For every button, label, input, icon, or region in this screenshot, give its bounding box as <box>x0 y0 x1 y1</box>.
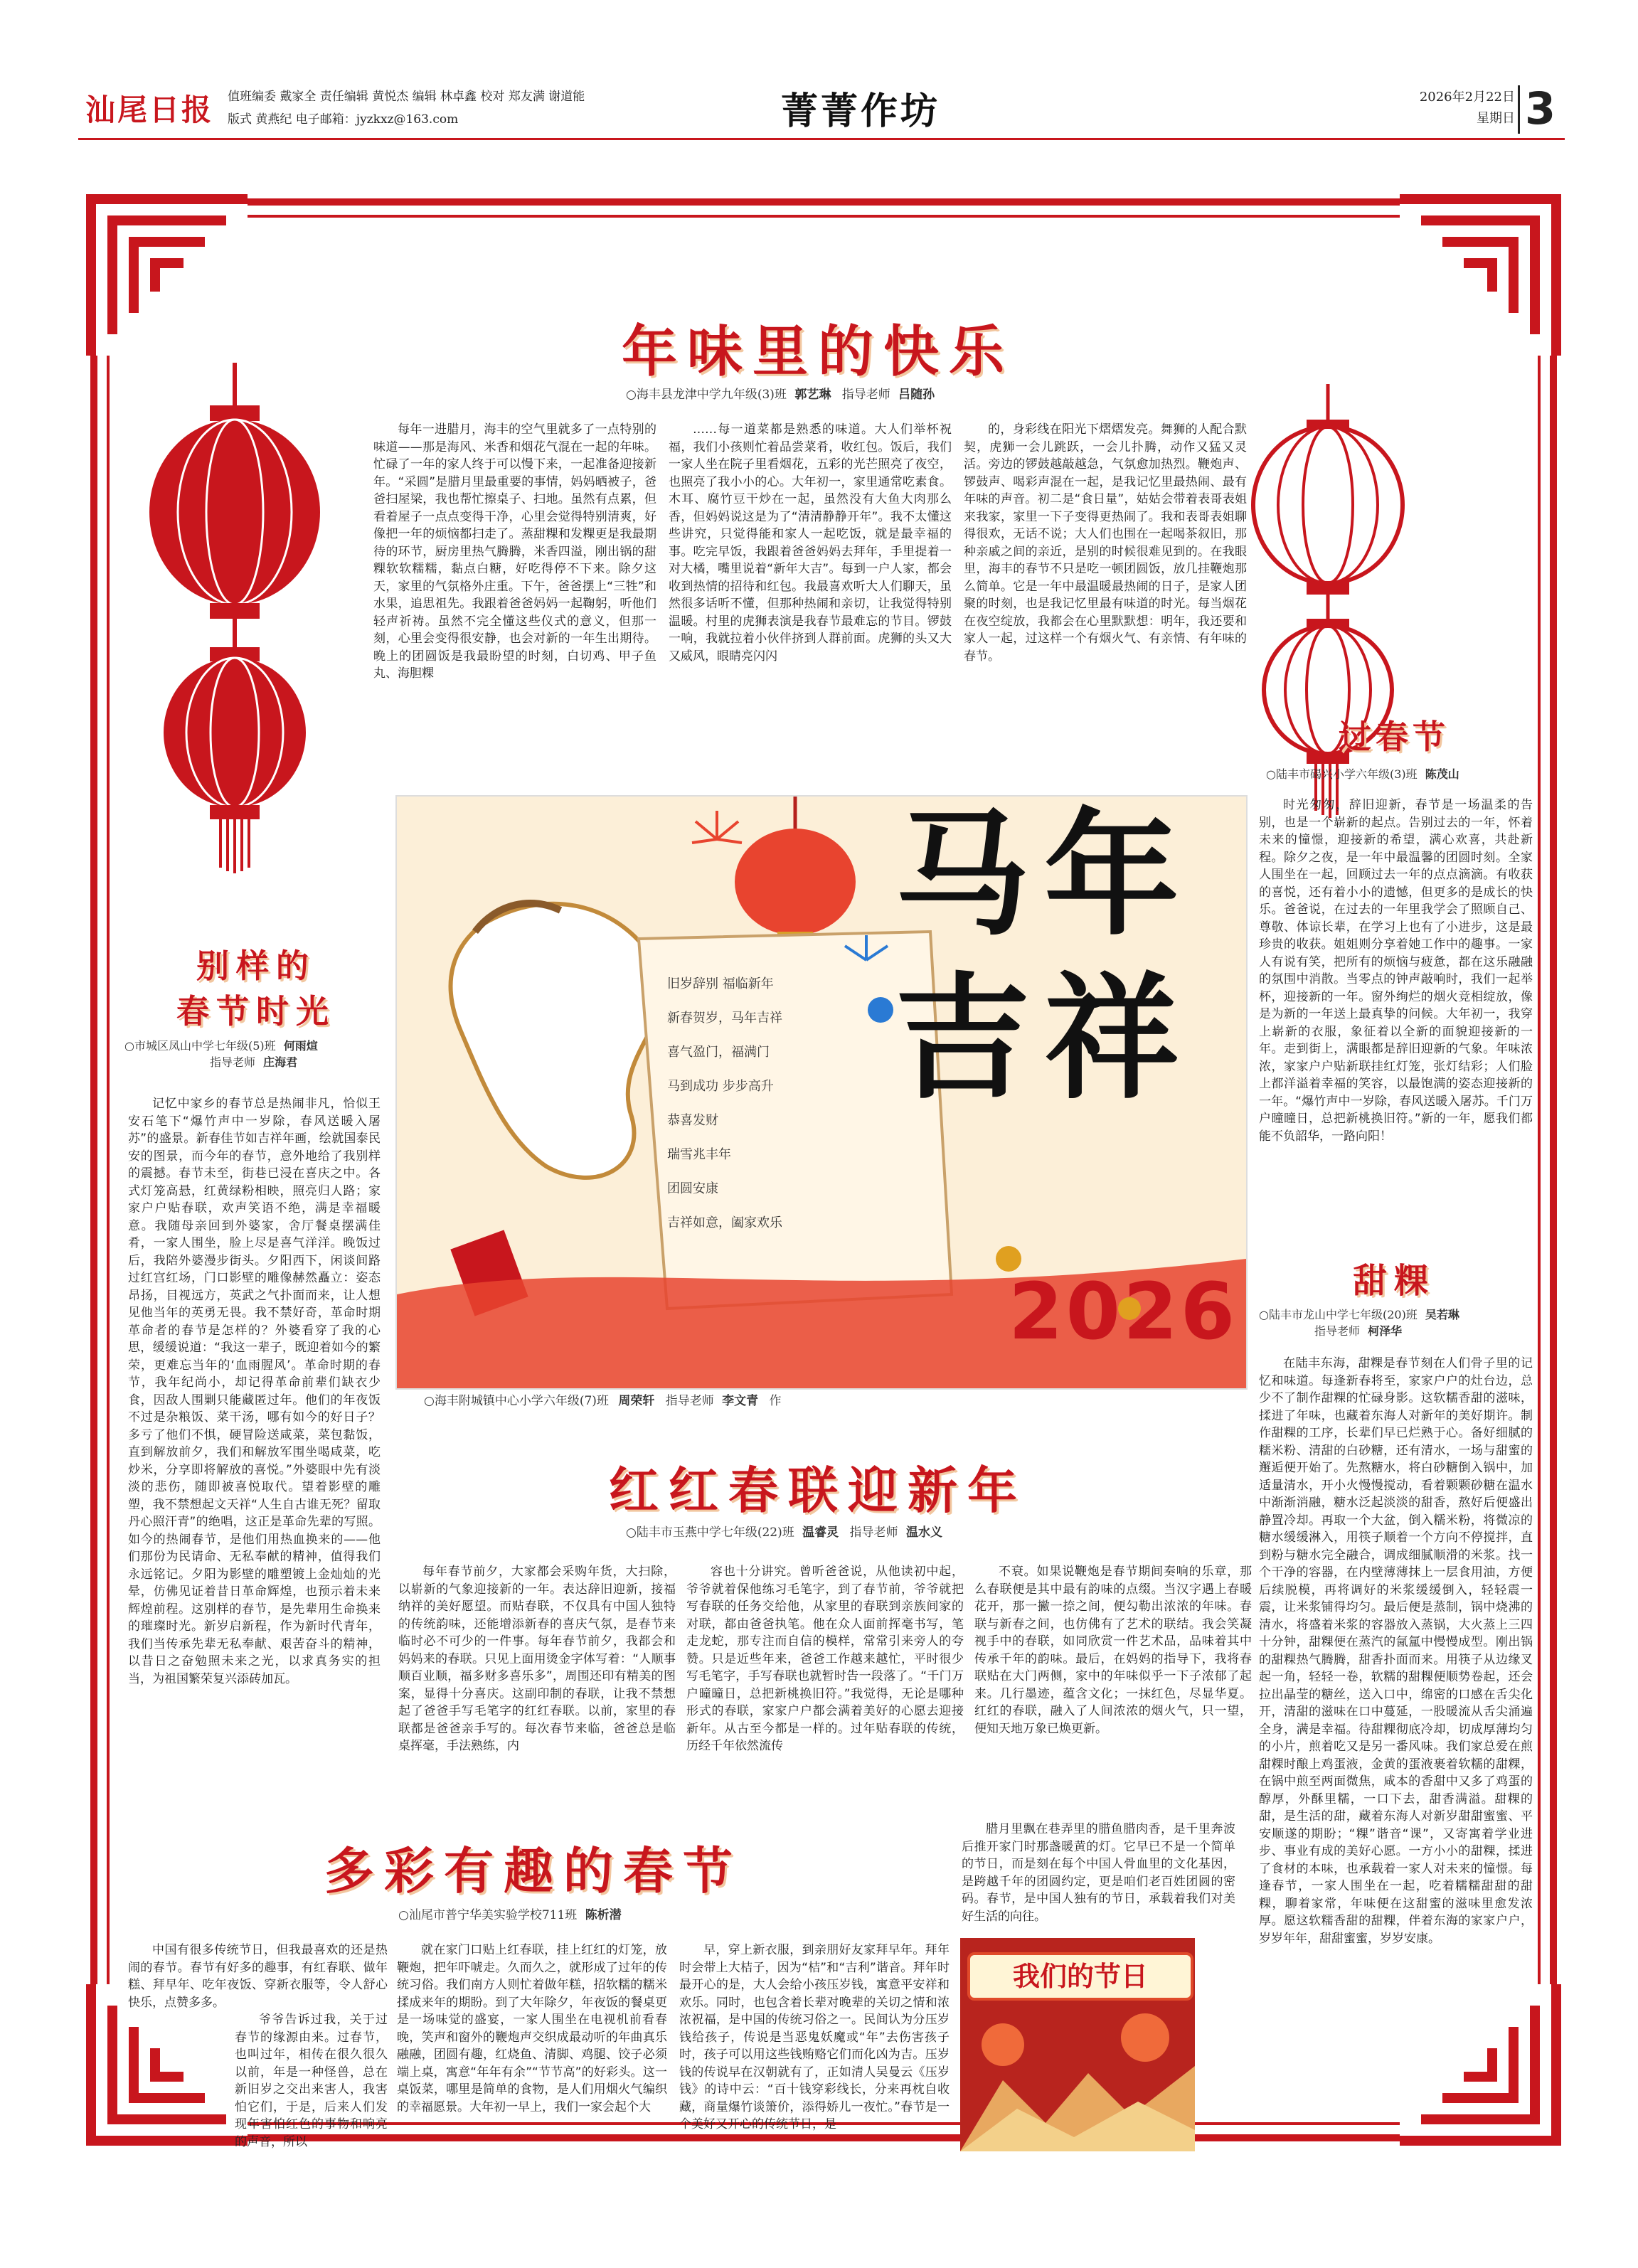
title-biyang-line2: 春节时光 <box>176 992 336 1031</box>
artwork-scroll-lines <box>667 967 923 1240</box>
byline-tiangao-author: 吴若琳 <box>1425 1308 1459 1321</box>
biyang-body <box>128 1095 381 1778</box>
page-number: 3 <box>1525 82 1556 134</box>
artwork-our-festival <box>960 1938 1195 2151</box>
date-text: 2026年2月22日 <box>1419 90 1515 105</box>
byline-biyang-author: 何雨煊 <box>283 1039 318 1053</box>
title-tiangao: 甜粿 <box>1352 1261 1435 1301</box>
scroll-line: 团圆安康 <box>667 1181 718 1196</box>
duocai-col4-text: 腊月里飘在巷弄里的腊鱼腊肉香，是千里奔波后推开家门时那盏暖黄的灯。它早已不是一个简单的节日，而是刻在每个中国人骨血里的文化基因，是跨越千年的团圆约定，更是咱们老百姓团圆的密码。春节，是中国人独有的节日，承载着我们对美好生活的向往。 <box>962 1822 1235 1924</box>
section-title: 菁菁作坊 <box>780 90 940 133</box>
byline-nianwei-school: ○海丰县龙津中学九年级(3)班 <box>626 388 787 402</box>
caption-suffix: 作 <box>769 1394 782 1408</box>
duocai-col3-text: 早，穿上新衣服，到亲朋好友家拜早年。拜年时会带上大桔子，因为“桔”和“吉利”谐音。拜年时最开心的是，大人会给小孩压岁钱，寓意平安祥和欢乐。同时，也包含着长辈对晚辈的关切之情和浓浓祝福，是中国的传统习俗之一。民间认为分压岁钱给孩子，传说是当恶鬼妖魔或“年”去伤害孩子时，孩子可以用这些钱贿赂它们而化凶为吉。压岁钱的传说早在汉朝就有了，正如清人吴曼云《压岁钱》的诗中云：“百十钱穿彩线长，分来再枕自收藏，商量爆竹谈箫价，添得娇儿一夜忙。”春节是一个美好又开心的传统节日，是 <box>679 1943 950 2131</box>
duocai-col1 <box>128 1942 388 2149</box>
tiangao-body-text: 在陆丰东海，甜粿是春节刻在人们骨子里的记忆和味道。每逢新春将至，家家户户的灶台边，总少不了制作甜粿的忙碌身影。这软糯香甜的滋味，揉进了年味，也藏着东海人对新年的美好期许。制作甜粿的工序，长辈们早已烂熟于心。备好细腻的糯米粉、清甜的白砂糖，还有清水，一场与甜蜜的邂逅便开始了。先熬糖水，将白砂糖倒入锅中，加适量清水，开小火慢慢搅动，看着颗颗砂糖在温水中渐渐消融，糖水泛起淡淡的甜香，熬好后便盛出静置冷却。再取一个大盆，倒入糯米粉，将微凉的糖水缓缓淋入，用筷子顺着一个方向不停搅拌，直到粉与糖水完全融合，调成细腻顺滑的米浆。找一个干净的容器，在内壁薄薄抹上一层食用油，方便后续脱模，再将调好的米浆缓缓倒入，轻轻震一震，让米浆铺得均匀。最后便是蒸制，锅中烧沸的清水，将盛着米浆的容器放入蒸锅，大火蒸上三四十分钟，甜粿便在蒸汽的氤氲中慢慢成型。刚出锅的甜粿热气腾腾，甜香扑面而来。用筷子从边缘叉起一角，轻轻一卷，软糯的甜粿便顺势卷起，还会拉出晶莹的糖丝，送入口中，绵密的口感在舌尖化开，清甜的滋味在口中蔓延，一股暖流从舌尖涌遍全身，满是幸福。待甜粿彻底冷却，切成厚薄均匀的小片，煎着吃又是另一番风味。我们家总爱在煎甜粿时酿上鸡蛋液，金黄的蛋液裹着软糯的甜粿，在锅中煎至两面微焦，咸本的香甜中又多了鸡蛋的醇厚，外酥里糯，一口下去，甜香满溢。甜粿的甜，是生活的甜，藏着东海人对新岁甜甜蜜蜜、平安顺遂的期盼；“粿”谐音“课”，又寄寓着学业进步、事业有成的美好心愿。一方小小的甜粿，揉进了食材的本味，也承载着一家人对未来的憧憬。每逢春节，一家人围坐在一起，吃着糯糯甜甜的甜粿，聊着家常，年味便在这甜蜜的滋味里愈发浓厚。愿这软糯香甜的甜粿，伴着东海的家家户户，岁岁年年，甜甜蜜蜜，岁岁安康。 <box>1259 1356 1533 1946</box>
byline-guochunjie-school: ○陆丰市碣兴小学六年级(3)班 <box>1266 767 1418 781</box>
title-chunlian: 红红春联迎新年 <box>609 1461 1027 1520</box>
nianwei-col3 <box>964 421 1247 777</box>
masthead <box>78 80 1565 137</box>
byline-chunlian-author: 温睿灵 <box>802 1526 839 1540</box>
nianwei-col2 <box>669 421 952 777</box>
chunlian-col1 <box>398 1563 676 1848</box>
chunlian-col1-text: 每年春节前夕，大家都会采购年货，大扫除，以崭新的气象迎接新的一年。表达辞旧迎新，接福纳祥的美好愿望。而贴春联，不仅具有中国人独特的传统韵味，还能增添新春的喜庆气氛，是春节来临时必不可少的一件事。每年春节前夕，我都会和妈妈来的春联。只见上面用烫金字体写着：“人顺事顺百业顺，福多财多喜乐多”，周围还印有精美的图案，显得十分喜庆。这副印制的春联，让我不禁想起了爸爸手写毛笔字的红红春联。以前，家里的春联都是爸爸亲手写的。每次春节来临，爸爸总是临桌挥毫，手法熟练，内 <box>398 1565 676 1753</box>
byline-chunlian-advisor: 温水义 <box>905 1526 942 1540</box>
byline-duocai-author: 陈析潜 <box>585 1908 622 1922</box>
byline-chunlian-school: ○陆丰市玉燕中学七年级(22)班 <box>626 1526 794 1540</box>
tiangao-body <box>1259 1355 1533 2123</box>
chunlian-col3 <box>974 1563 1252 1848</box>
caption-school: ○海丰附城镇中心小学六年级(7)班 <box>424 1394 609 1408</box>
chunlian-col2 <box>686 1563 964 1848</box>
scroll-line: 瑞雪兆丰年 <box>667 1147 731 1162</box>
byline-guochunjie <box>1266 765 1536 782</box>
guochunjie-body <box>1259 797 1533 1259</box>
credits-line1: 值班编委 戴家全 责任编辑 黄悦杰 编辑 林卓鑫 校对 郑友满 谢道能 <box>228 90 585 104</box>
scroll-line: 旧岁辞别 福临新年 <box>667 976 774 991</box>
scroll-line: 吉祥如意，阖家欢乐 <box>667 1215 782 1230</box>
title-biyang-line1: 别样的 <box>196 947 316 985</box>
byline-duocai <box>398 1905 825 1922</box>
biyang-body-text: 记忆中家乡的春节总是热闹非凡，恰似王安石笔下“爆竹声中一岁除，春风送暖入屠苏”的盛景。新春佳节如吉祥年画，绘就国泰民安的图景，而今年的春节，意外地给了我别样的震撼。春节未至，街巷已浸在喜庆之中。各式灯笼高悬，红黄绿粉相映，照亮归人路；家家户户贴春联，欢声笑语不绝，满是幸福暖意。我随母亲回到外婆家，舍厅餐桌摆满佳肴，一家人围坐，脸上尽是喜气洋洋。晚饭过后，我陪外婆漫步街头。夕阳西下，闲谈间路过红宫红场，门口影壁的雕像赫然矗立：姿态昂扬，目视远方，英武之气扑面而来，让人想见他当年的英勇无畏。我不禁好奇，革命时期革命者的春节是怎样的？外婆看穿了我的心思，缓缓说道：“我这一辈子，既迎着如今的繁荣，更难忘当年的‘血雨腥风’。革命时期的春节，我年纪尚小，却记得革命前辈们缺衣少食，因敌人围剿只能藏匿过年。他们的年夜饭不过是杂粮饭、菜干汤，哪有如今的好日子？多亏了他们不惧，硬冒险送咸菜，菜包黏饭，直到解放前夕，我们和解放军围坐喝咸菜，吃炒米，分享即将解放的喜悦。”外婆眼中先有淡淡的悲伤，随即被喜悦取代。望着影壁的雕塑，我不禁想起文天祥“人生自古谁无死？留取丹心照汗青”的绝唱，这正是革命先辈的写照。如今的热闹春节，是他们用热血换来的——他们那份为民请命、无私奉献的精神，值得我们永远铭记。夕阳为影壁的雕塑镀上金灿灿的光晕，仿佛见证着昔日革命辉煌，也预示着未来辉煌前程。这别样的春节，是先辈用生命换来的璀璨时光。新岁启新程，作为新时代青年，我们当传承先辈无私奉献、艰苦奋斗的精神，以昔日之奋勉照未来之光，以求真务实的担当，为祖国繁荣复兴添砖加瓦。 <box>128 1097 381 1686</box>
byline-biyang-advisor: 庄海君 <box>263 1055 298 1069</box>
byline-nianwei-author: 郭艺琳 <box>794 388 831 402</box>
nianwei-col1 <box>373 421 656 777</box>
byline-duocai-school: ○汕尾市普宁华美实验学校711班 <box>398 1908 578 1922</box>
byline-nianwei <box>626 384 1081 402</box>
duocai-col1a-text: 中国有很多传统节日，但我最喜欢的还是热闹的春节。春节有好多的趣事，有红春联、做年糕、拜早年、吃年夜饭、穿新衣服等，令人舒心快乐，点赞多多。 <box>128 1943 388 2010</box>
scroll-line: 恭喜发财 <box>667 1113 718 1128</box>
duocai-col3 <box>679 1942 950 2141</box>
title-guochunjie: 过春节 <box>1339 718 1450 756</box>
byline-biyang-school: ○市城区凤山中学七年级(5)班 <box>124 1039 276 1053</box>
artwork-caption <box>424 1390 1206 1408</box>
caption-author: 周荣轩 <box>618 1394 655 1408</box>
scroll-line: 马到成功 步步高升 <box>667 1079 774 1094</box>
scroll-line: 喜气盈门，福满门 <box>667 1045 770 1060</box>
artwork-headline-2: 吉祥 <box>895 959 1194 1117</box>
title-duocai: 多彩有趣的春节 <box>324 1841 743 1900</box>
nianwei-col3-text: 的，身彩线在阳光下熠熠发亮。舞狮的人配合默契，虎狮一会儿跳跃，一会儿扑腾，动作又猛又灵活。旁边的锣鼓越敲越急，气氛愈加热烈。鞭炮声、锣鼓声、喝彩声混在一起，是我记忆里最热闹、最有年味的声音。初二是“食日量”，姑姑会带着表哥表姐来我家，家里一下子变得更热闹了。我和表哥表姐聊得很欢，无话不说；大人们也围在一起喝茶叙旧，那种亲戚之间的亲近，是别的时候很难见到的。在我眼里，海丰的春节不只是吃一顿团圆饭，放几挂鞭炮那么简单。它是一年中最温暖最热闹的日子，是家人团聚的时刻，也是我记忆里最有味道的时光。每当烟花在夜空绽放，我都会在心里默默想：明年，我还要和家人一起，过这样一个有烟火气、有亲情、有年味的春节。 <box>964 422 1247 664</box>
masthead-rule <box>78 138 1565 140</box>
caption-advisor-label: 指导老师 <box>665 1394 714 1408</box>
credits <box>228 85 654 131</box>
caption-advisor: 李文青 <box>722 1394 759 1408</box>
nianwei-col2-text: ……每一道菜都是熟悉的味道。大人们举杯祝福，我们小孩则忙着品尝菜肴，收红包。饭后，我们一家人坐在院子里看烟花，五彩的光芒照亮了夜空，也照亮了我小小的心。大年初一，家里通常吃素食。木耳、腐竹豆干炒在一起，虽然没有大鱼大肉那么香，但妈妈说这是为了“清清静静开年”。我不太懂这些讲究，只觉得能和家人一起吃饭，就是最幸福的事。吃完早饭，我跟着爸爸妈妈去拜年，手里提着一对大橘，嘴里说着“新年大吉”。每到一户人家，都会收到热情的招待和红包。我最喜欢听大人们聊天，虽然很多话听不懂，但那种热闹和亲切，让我觉得特别温暖。村里的虎狮表演是我春节最难忘的节目。锣鼓一响，我就拉着小伙伴挤到人群前面。虎狮的头又大又威风，眼睛亮闪闪 <box>669 422 952 664</box>
duocai-col2-text: 就在家门口贴上红春联，挂上红红的灯笼，放鞭炮，把年吓唬走。久而久之，就形成了过年的传统习俗。我们南方人则忙着做年糕，招软糯的糯米揉成来年的期盼。到了大年除夕，年夜饭的餐桌更是一场味觉的盛宴，一家人围坐在电视机前看春晚，笑声和窗外的鞭炮声交织成最动听的年曲真乐融融，团圆有趣，红烧鱼、清脚、鸡腿、饺子必须端上桌，寓意“年年有余”“节节高”的好彩头。这一桌饭菜，哪里是简单的食物，是人们用烟火气编织的幸福愿景。大年初一早上，我们一家会起个大 <box>397 1943 667 2114</box>
byline-tiangao <box>1259 1306 1543 1338</box>
issue-date <box>1415 87 1515 129</box>
guochunjie-body-text: 时光匆匆，辞旧迎新，春节是一场温柔的告别，也是一个崭新的起点。告别过去的一年，怀着未来的憧憬，迎接新的希望，满心欢喜，共赴新程。除夕之夜，是一年中最温馨的团圆时刻。全家人围坐在一起，回顾过去一年的点点滴滴。有收获的喜悦，还有着小小的遗憾，但更多的是成长的快乐。爸爸说，在过去的一年里我学会了照顾自己、尊敬、体谅长辈，在学习上也有了小进步，这是最珍贵的收获。姐姐则分享着她工作中的趣事。一家人有说有笑，把所有的烦恼与疲惫，都在这乐融融的氛围中消散。当零点的钟声敲响时，我们一起举杯，迎接新的一年。窗外绚烂的烟火竞相绽放，像是为新的一年送上最真挚的问候。大年初一，我穿上崭新的衣服，象征着以全新的面貌迎接新的一年。走到街上，满眼都是辞旧迎新的气象。年味浓浓，家家户户贴新联挂红灯笼，张灯结彩；人们脸上都洋溢着幸福的笑容，以最饱满的姿态迎接新的一年。“爆竹声中一岁除，春风送暖入屠苏。千门万户曈曈日，总把新桃换旧符。”新的一年，愿我们都能不负韶华，一路向阳！ <box>1259 798 1533 1144</box>
page-number-divider <box>1518 85 1520 134</box>
nianwei-col1-text: 每年一进腊月，海丰的空气里就多了一点特别的味道——那是海风、米香和烟花气混在一起的年味。忙碌了一年的家人终于可以慢下来，一起准备迎接新年。“采圆”是腊月里最重要的事情，妈妈晒被子，爸爸扫屋梁，我也帮忙擦桌子、扫地。虽然有点累，但看着屋子一点点变得干净，心里会觉得特别清爽，好像把一年的烦恼都扫走了。蒸甜粿和发粿更是我最期待的环节，厨房里热气腾腾，米香四溢，刚出锅的甜粿软软糯糯，黏点白糖，好吃得停不下来。除夕这天，家里的气氛格外庄重。下午，爸爸摆上“三牲”和水果，追思祖先。我跟着爸爸妈妈一起鞠躬，听他们轻声祈祷。虽然不完全懂这些仪式的意义，但那一刻，心里会变得很安静，也会对新的一年生出期待。晚上的团圆饭是我最盼望的时刻，白切鸡、甲子鱼丸、海胆粿 <box>373 422 656 681</box>
scroll-line: 新春贺岁，马年吉祥 <box>667 1011 782 1026</box>
duocai-col1b-text: 爷爷告诉过我，关于过春节的缘源由来。过春节，也叫过年，相传在很久很久以前，年是一种怪兽，总在新旧岁之交出来害人，我害怕它们，于是，后来人们发现年害怕红色的事物和响亮的声音，所以 <box>235 2013 388 2149</box>
artwork-horse-year <box>395 795 1248 1390</box>
paper-logo: 汕尾日报 <box>85 92 214 127</box>
weekday-text: 星期日 <box>1477 111 1515 126</box>
byline-tiangao-advisor-label: 指导老师 <box>1314 1324 1361 1338</box>
credits-line2: 版式 黄燕纪 电子邮箱：jyzkxz@163.com <box>228 112 459 127</box>
byline-nianwei-advisor-label: 指导老师 <box>841 388 890 402</box>
duocai-col2 <box>397 1942 667 2141</box>
byline-tiangao-school: ○陆丰市龙山中学七年级(20)班 <box>1259 1308 1418 1321</box>
lantern-left-icon <box>142 363 327 875</box>
byline-guochunjie-author: 陈茂山 <box>1425 767 1459 781</box>
byline-tiangao-advisor: 柯泽华 <box>1368 1324 1403 1338</box>
byline-nianwei-advisor: 吕随孙 <box>898 388 935 402</box>
title-nianwei: 年味里的快乐 <box>621 319 1014 384</box>
artwork-year: 2026 <box>1009 1266 1238 1357</box>
chunlian-col3-text: 不衰。如果说鞭炮是春节期间奏响的乐章，那么春联便是其中最有韵味的点缀。当汉字遇上春暖花开，那一撇一捺之间，便勾勒出浓浓的年味。春联与新春之间，也仿佛有了艺术的联结。我会笑凝视手中的春联，如同欣赏一件艺术品，品味着其中传承千年的韵味。最后，在妈妈的指导下，我将春联贴在大门两侧，家中的年味似乎一下子浓郁了起来。几行墨迹，蕴含文化；一抹红色，尽显华夏。红红的春联，融入了人间浓浓的烟火气，只一望，便知天地万象已焕更新。 <box>974 1565 1252 1736</box>
chunlian-col2-text: 容也十分讲究。曾听爸爸说，从他读初中起，爷爷就着保他练习毛笔字，到了春节前，爷爷就把写春联的任务交给他，从家里的春联到亲族间家的对联，都由爸爸执笔。他在众人面前挥毫书写，笔走龙蛇，那专注而自信的模样，常常引来旁人的夸赞。只是近些年来，爸爸工作越来越忙，平时很少写毛笔字，手写春联也就暂时告一段落了。“千门万户曈曈日，总把新桃换旧符。”我觉得，无论是哪种形式的春联，家家户户都会满着美好的心愿去迎接新年。从古至今都是一样的。过年贴春联的传统，历经千年依然流传 <box>686 1565 964 1753</box>
byline-biyang-advisor-label: 指导老师 <box>210 1055 256 1069</box>
artwork-headline-1: 马年 <box>895 795 1194 954</box>
byline-chunlian-advisor-label: 指导老师 <box>849 1526 898 1540</box>
artwork-our-festival-title: 我们的节日 <box>967 1952 1193 2001</box>
duocai-col4 <box>962 1821 1235 1934</box>
byline-chunlian <box>626 1522 1081 1540</box>
byline-biyang <box>124 1037 395 1070</box>
